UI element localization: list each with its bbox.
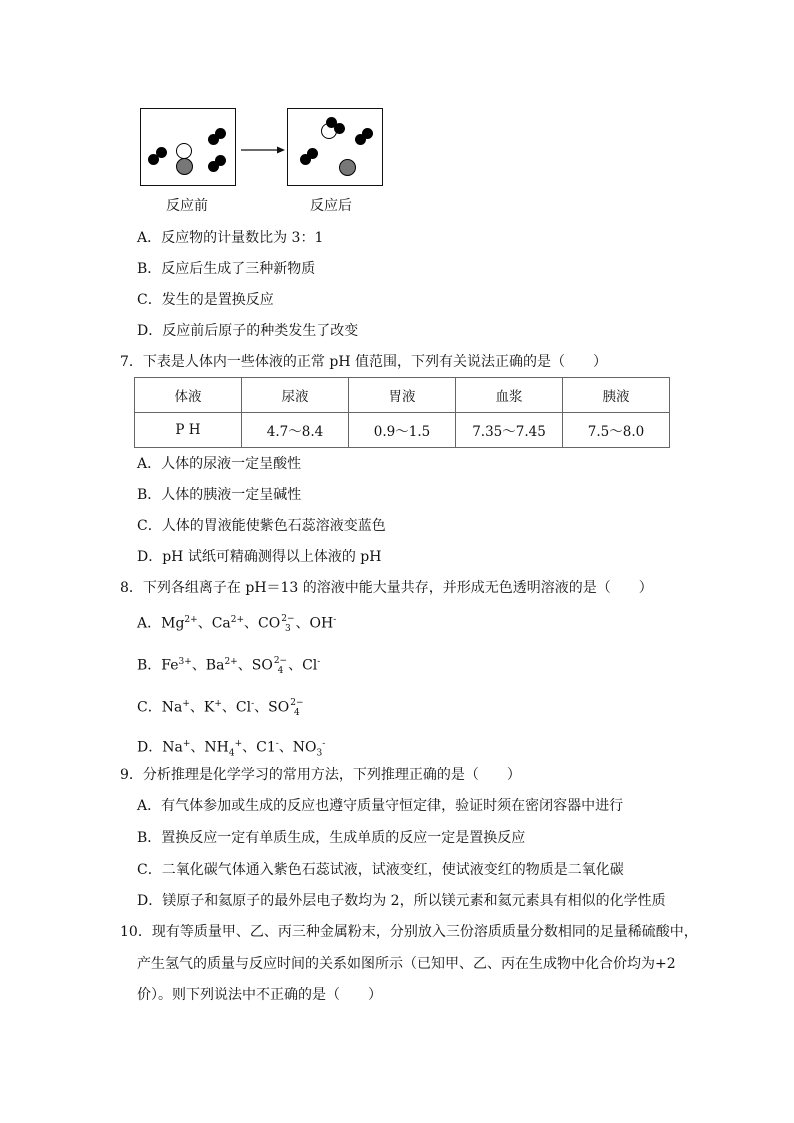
- q8-stem: 8．下列各组离子在 pH＝13 的溶液中能大量共存，并形成无色透明溶液的是（ ）: [120, 580, 653, 596]
- table-cell: 0.9～1.5: [349, 413, 456, 448]
- q7-option-c: C．人体的胃液能使紫色石蕊溶液变蓝色: [137, 518, 386, 534]
- q7-option-d: D．pH 试纸可精确测得以上体液的 pH: [137, 549, 382, 565]
- arrow-icon: [241, 144, 285, 156]
- table-header: 胃液: [349, 378, 456, 413]
- q8-option-c: C．Na+、K+、Cl-、SO 2− 4: [137, 697, 304, 718]
- after-box: [287, 108, 383, 186]
- q10-line-2: 产生氢气的质量与反应时间的关系如图所示（已知甲、乙、丙在生成物中化合价均为+2: [137, 956, 676, 972]
- black-atom: [362, 128, 373, 139]
- table-header: 胰液: [563, 378, 670, 413]
- black-atom: [307, 148, 318, 159]
- gray-atom: [176, 158, 193, 175]
- q9-stem: 9．分析推理是化学学习的常用方法，下列推理正确的是（ ）: [120, 767, 521, 783]
- q9-option-a: A．有气体参加或生成的反应也遵守质量守恒定律，验证时须在密闭容器中进行: [137, 798, 624, 814]
- black-atom: [215, 128, 226, 139]
- q8-option-b: B．$Fe^{3+}$、$Ba^{2+}$、SO 2− 4 、Cl-: [137, 655, 321, 676]
- before-box: [140, 108, 236, 186]
- q7-option-a: A．人体的尿液一定呈酸性: [137, 456, 302, 472]
- before-label: 反应前: [166, 198, 208, 214]
- q8-option-d: D．Na+、$NH_4^+$、C1-、$NO_3^-$: [137, 739, 326, 759]
- table-cell: 7.35～7.45: [456, 413, 563, 448]
- black-atom: [215, 155, 226, 166]
- q7-option-b: B．人体的胰液一定呈碱性: [137, 487, 302, 503]
- q10-line-1: 10．现有等质量甲、乙、丙三种金属粉末，分别放入三份溶质质量分数相同的足量稀硫酸中，: [120, 924, 698, 940]
- q9-option-d: D．镁原子和氦原子的最外层电子数均为 2，所以镁元素和氦元素具有相似的化学性质: [137, 893, 666, 909]
- table-header: 血浆: [456, 378, 563, 413]
- q9-option-c: C．二氧化碳气体通入紫色石蕊试液，试液变红，使试液变红的物质是二氧化碳: [137, 862, 624, 878]
- table-header-row: [135, 378, 670, 413]
- after-label: 反应后: [310, 198, 352, 214]
- black-atom: [334, 123, 345, 134]
- table-cell: 4.7～8.4: [242, 413, 349, 448]
- q6-option-a: A．反应物的计量数比为 3：1: [137, 230, 324, 246]
- q6-option-d: D．反应前后原子的种类发生了改变: [137, 323, 359, 339]
- ph-table: [134, 377, 670, 448]
- white-atom: [176, 143, 192, 159]
- table-cell: P H: [135, 413, 242, 448]
- table-cell: 7.5～8.0: [563, 413, 670, 448]
- q6-option-b: B．反应后生成了三种新物质: [137, 261, 316, 277]
- table-header: 体液: [135, 378, 242, 413]
- q9-option-b: B．置换反应一定有单质生成，生成单质的反应一定是置换反应: [137, 830, 526, 846]
- q6-option-c: C．发生的是置换反应: [137, 292, 274, 308]
- black-atom: [156, 147, 167, 158]
- gray-atom: [339, 159, 356, 176]
- table-row: [135, 413, 670, 448]
- q8-option-a: A．$Mg^{2+}$、$Ca^{2+}$、CO 2− 3 、OH-: [137, 613, 337, 634]
- table-header: 尿液: [242, 378, 349, 413]
- q10-line-3: 价）。则下列说法中不正确的是（ ）: [137, 987, 382, 1003]
- q7-stem: 7．下表是人体内一些体液的正常 pH 值范围，下列有关说法正确的是（ ）: [120, 354, 607, 370]
